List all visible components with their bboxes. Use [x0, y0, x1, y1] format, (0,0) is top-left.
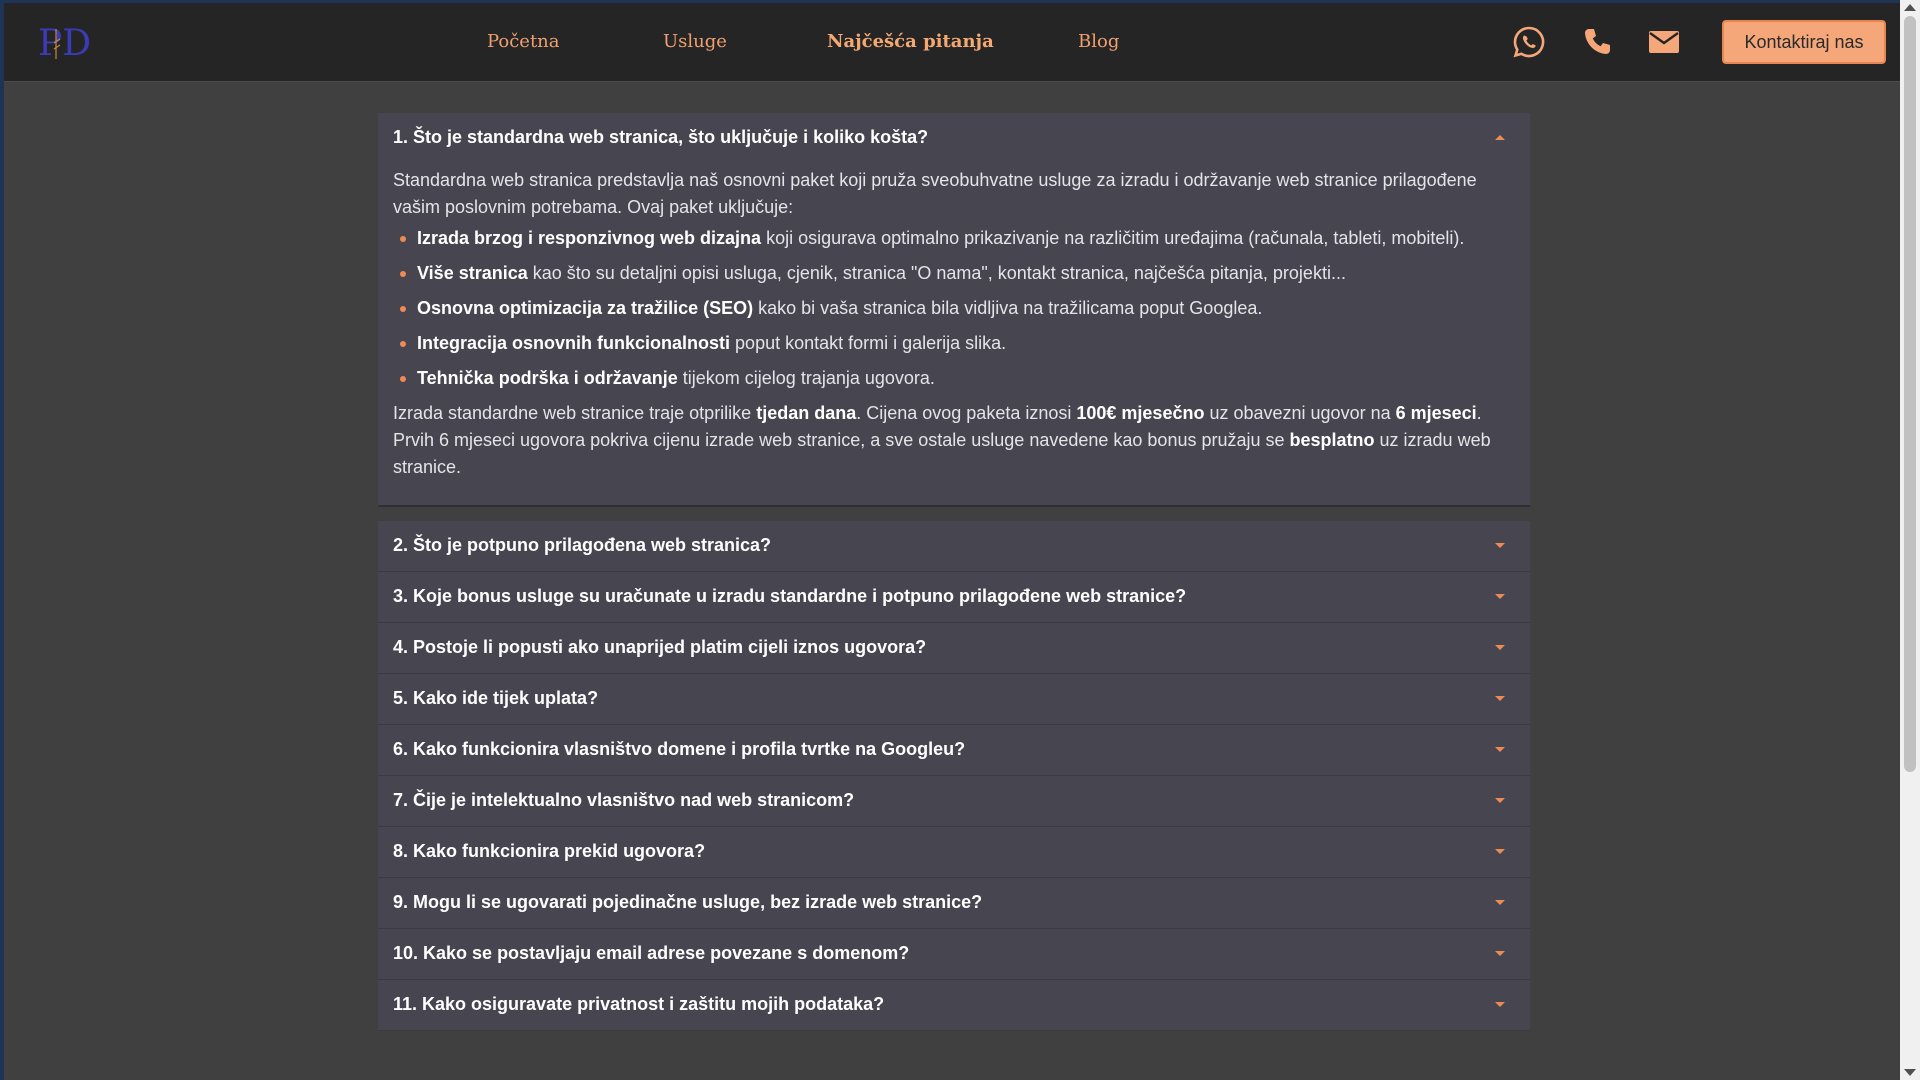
- logo-text: PD: [38, 23, 92, 64]
- nav-najcesca-pitanja[interactable]: Najčešća pitanja: [827, 31, 994, 52]
- page-scrollbar[interactable]: [1900, 0, 1920, 1080]
- faq-question: 7. Čije je intelektualno vlasništvo nad web stranicom?: [393, 790, 855, 810]
- faq-item[interactable]: [378, 878, 1530, 929]
- faq-item[interactable]: [378, 776, 1530, 827]
- faq-item[interactable]: [378, 725, 1530, 776]
- faq-header[interactable]: [378, 980, 1530, 1030]
- faq-answer-intro: Standardna web stranica predstavlja naš osnovni paket koji pruža sveobuhvatne usluge za izradu i održavanje web stranice prilagođene vašim poslovnim potrebama. Ovaj paket uključuje:: [393, 170, 1477, 217]
- faq-answer-list: [393, 225, 1515, 392]
- faq-header[interactable]: [378, 113, 1530, 163]
- list-item: Integracija osnovnih funkcionalnosti poput kontakt formi i galerija slika.: [417, 330, 1515, 357]
- list-item: Više stranica kao što su detaljni opisi usluga, cjenik, stranica "O nama", kontakt stranica, najčešća pitanja, projekti...: [417, 260, 1515, 287]
- faq-item[interactable]: [378, 980, 1530, 1031]
- chevron-down-icon: [1495, 1002, 1505, 1007]
- faq-question: 5. Kako ide tijek uplata?: [393, 688, 599, 708]
- page-viewport: [4, 3, 1900, 1080]
- faq-item[interactable]: [378, 929, 1530, 980]
- contact-button[interactable]: Kontaktiraj nas: [1722, 20, 1886, 64]
- chevron-up-icon: [1495, 135, 1505, 140]
- faq-header[interactable]: [378, 878, 1530, 928]
- faq-question: 8. Kako funkcionira prekid ugovora?: [393, 841, 706, 861]
- nav-blog[interactable]: Blog: [1078, 31, 1120, 52]
- scroll-down-icon[interactable]: [1904, 1069, 1916, 1076]
- chevron-down-icon: [1495, 696, 1505, 701]
- scroll-up-icon[interactable]: [1904, 4, 1916, 11]
- faq-answer-closing: Izrada standardne web stranice traje otprilike tjedan dana. Cijena ovog paketa iznosi 100€ mjesečno uz obavezni ugovor na 6 mjeseci. Prvih 6 mjeseci ugovora pokriva cijenu izrade web stranice, a sve ostale usluge navedene kao bonus pružaju se besplatno uz izradu web stranice.: [393, 403, 1491, 477]
- scrollbar-thumb[interactable]: [1904, 16, 1916, 772]
- chevron-down-icon: [1495, 900, 1505, 905]
- logo[interactable]: [34, 19, 94, 65]
- faq-question: 6. Kako funkcionira vlasništvo domene i profila tvrtke na Googleu?: [393, 739, 966, 759]
- chevron-down-icon: [1495, 849, 1505, 854]
- faq-question: 4. Postoje li popusti ako unaprijed platim cijeli iznos ugovora?: [393, 637, 927, 657]
- faq-question: 9. Mogu li se ugovarati pojedinačne usluge, bez izrade web stranice?: [393, 892, 983, 912]
- faq-header[interactable]: [378, 725, 1530, 775]
- faq-item[interactable]: [378, 827, 1530, 878]
- faq-question: 1. Što je standardna web stranica, što uključuje i koliko košta?: [393, 127, 929, 147]
- whatsapp-icon[interactable]: [1512, 25, 1546, 59]
- chevron-down-icon: [1495, 594, 1505, 599]
- chevron-down-icon: [1495, 543, 1505, 548]
- faq-accordion: [378, 113, 1530, 1031]
- navbar: [4, 3, 1900, 82]
- faq-header[interactable]: [378, 521, 1530, 571]
- faq-header[interactable]: [378, 929, 1530, 979]
- chevron-down-icon: [1495, 645, 1505, 650]
- faq-header[interactable]: [378, 776, 1530, 826]
- chevron-down-icon: [1495, 951, 1505, 956]
- nav-usluge[interactable]: Usluge: [663, 31, 727, 52]
- faq-item[interactable]: [378, 521, 1530, 572]
- faq-header[interactable]: [378, 674, 1530, 724]
- faq-question: 3. Koje bonus usluge su uračunate u izradu standardne i potpuno prilagođene web stranice?: [393, 586, 1187, 606]
- list-item: Tehnička podrška i održavanje tijekom cijelog trajanja ugovora.: [417, 365, 1515, 392]
- faq-question: 11. Kako osiguravate privatnost i zaštitu mojih podataka?: [393, 994, 885, 1014]
- nav-pocetna[interactable]: Početna: [487, 31, 560, 52]
- faq-item-open: [378, 113, 1530, 507]
- list-item: Osnovna optimizacija za tražilice (SEO) kako bi vaša stranica bila vidljiva na tražilicama poput Googlea.: [417, 295, 1515, 322]
- phone-icon[interactable]: [1580, 25, 1614, 59]
- faq-item[interactable]: [378, 623, 1530, 674]
- faq-header[interactable]: [378, 572, 1530, 622]
- faq-question: 10. Kako se postavljaju email adrese povezane s domenom?: [393, 943, 910, 963]
- faq-answer: [378, 163, 1530, 505]
- chevron-down-icon: [1495, 798, 1505, 803]
- mail-icon[interactable]: [1647, 25, 1681, 59]
- faq-item[interactable]: [378, 572, 1530, 623]
- faq-header[interactable]: [378, 623, 1530, 673]
- faq-item[interactable]: [378, 674, 1530, 725]
- chevron-down-icon: [1495, 747, 1505, 752]
- faq-header[interactable]: [378, 827, 1530, 877]
- list-item: Izrada brzog i responzivnog web dizajna koji osigurava optimalno prikazivanje na različitim uređajima (računala, tableti, mobiteli).: [417, 225, 1515, 252]
- faq-question: 2. Što je potpuno prilagođena web stranica?: [393, 535, 772, 555]
